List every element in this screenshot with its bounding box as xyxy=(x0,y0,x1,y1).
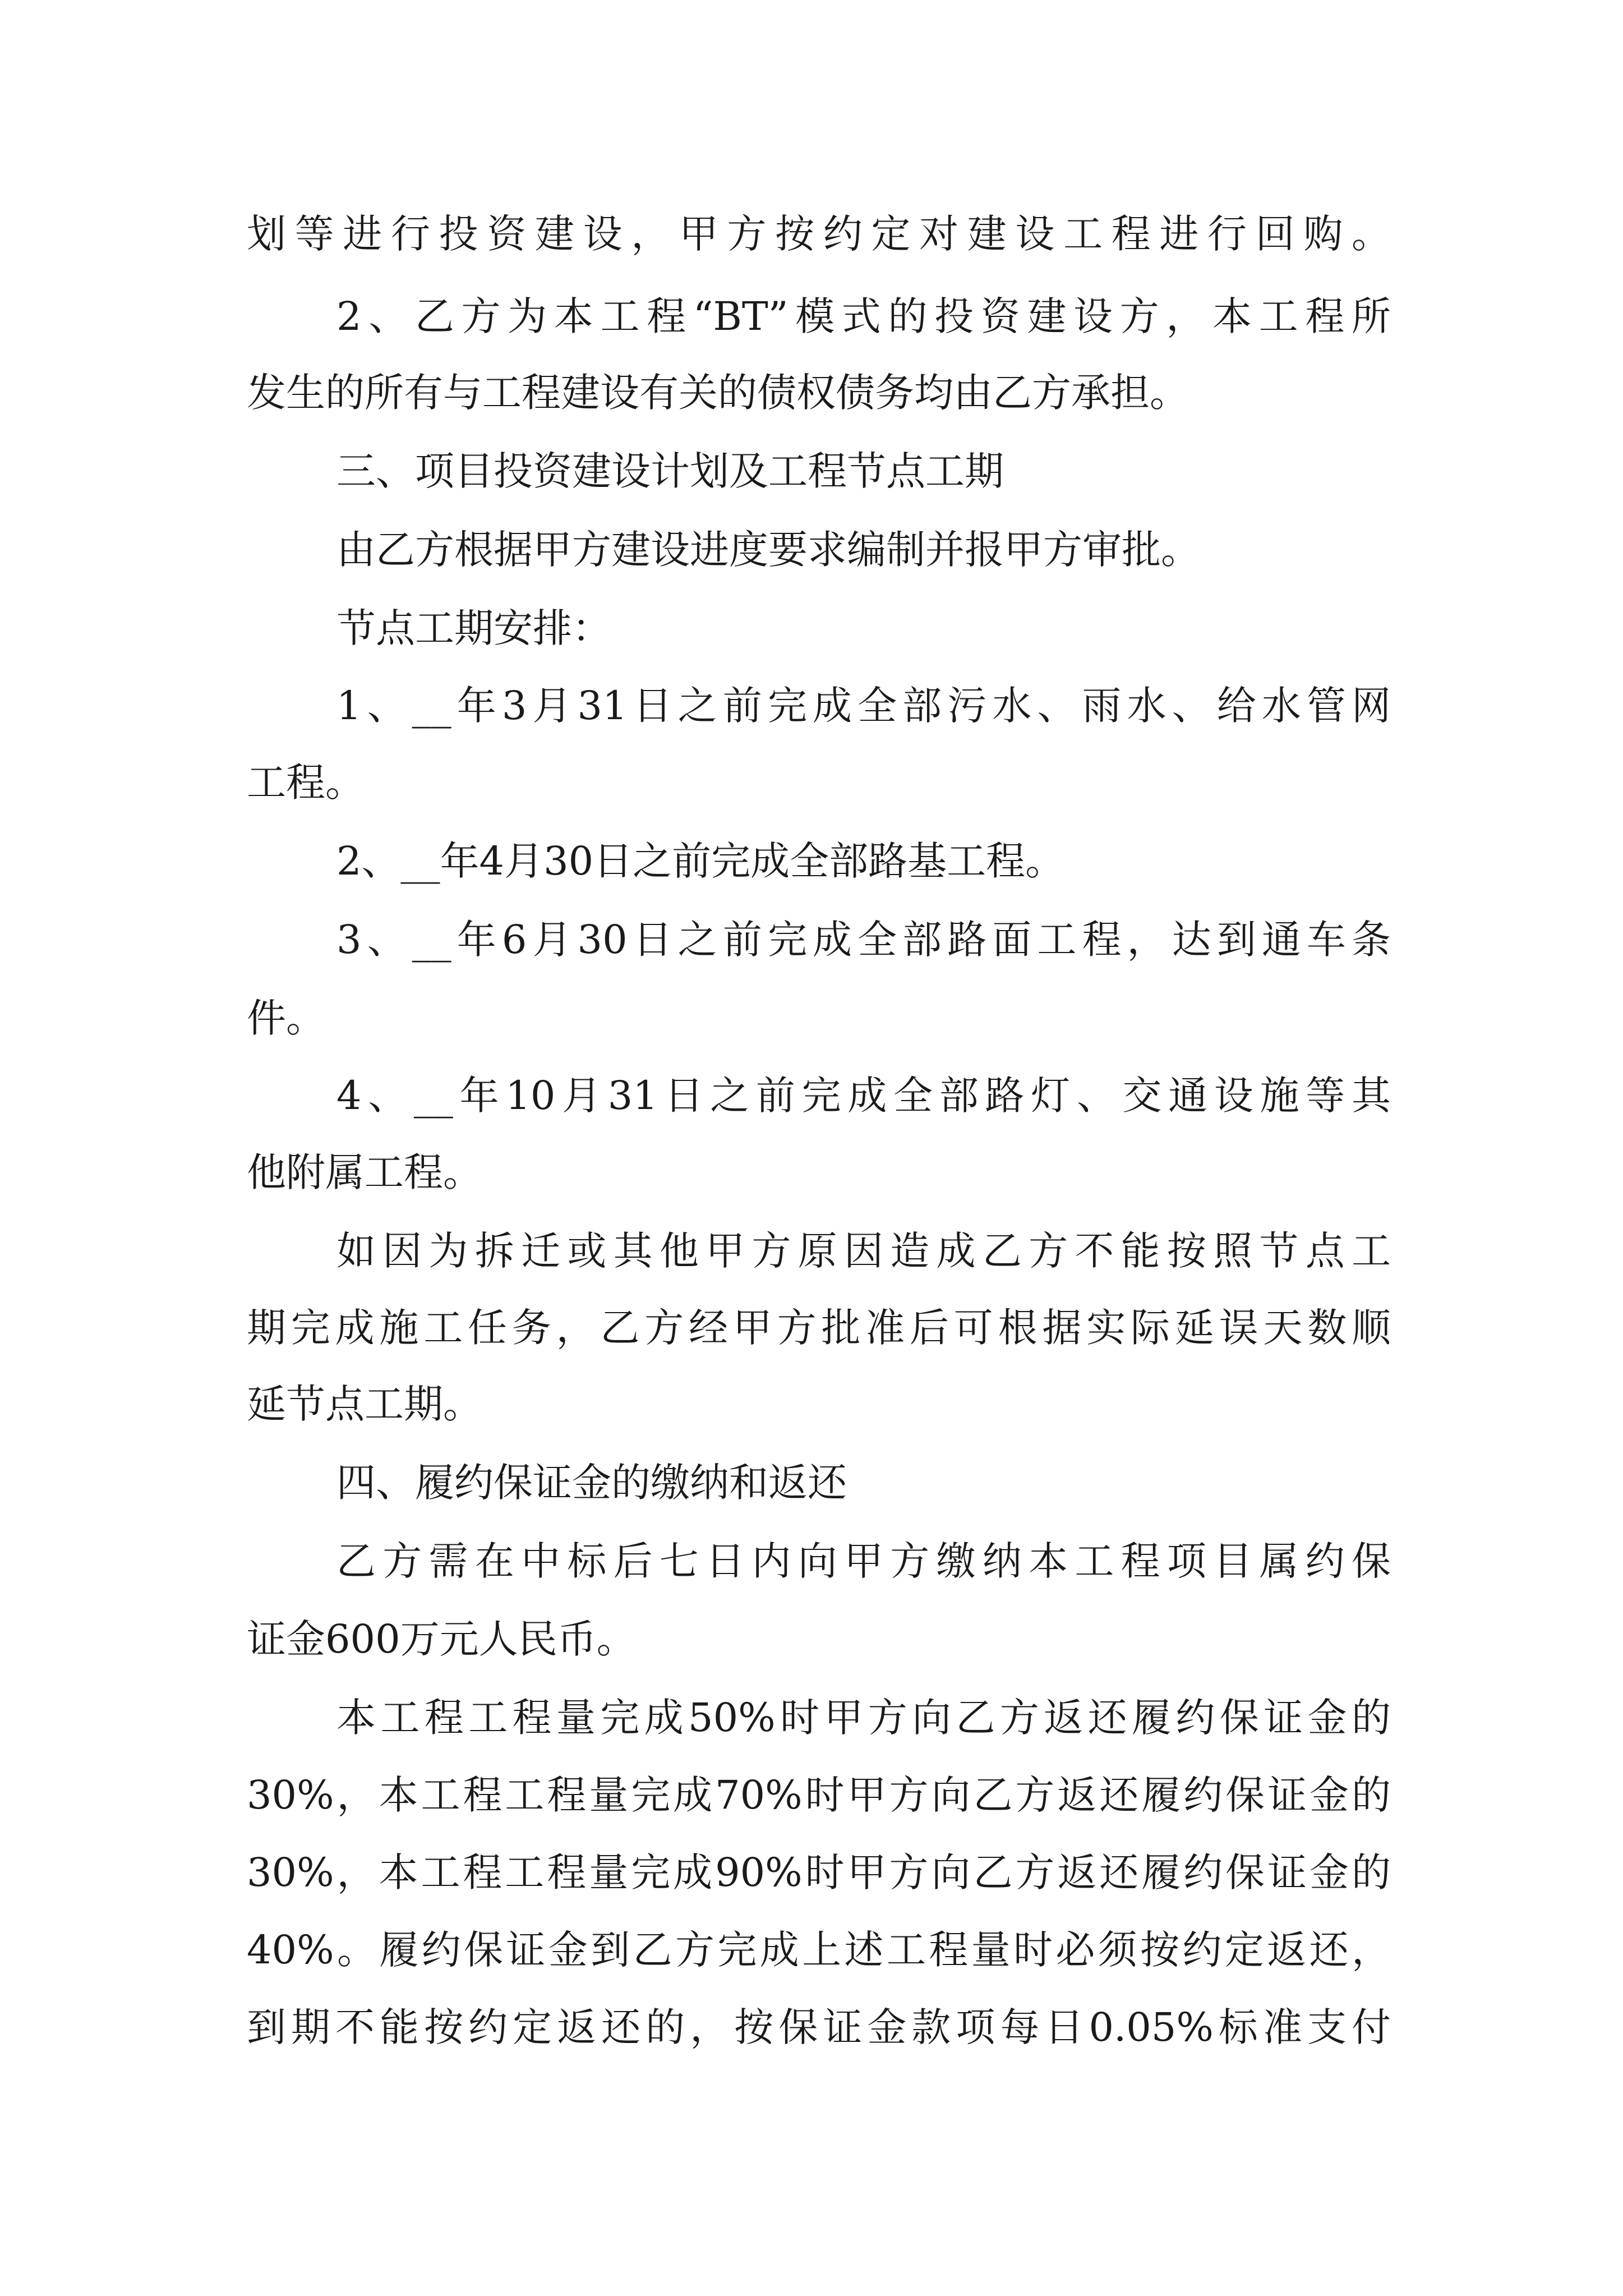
text-line: 划等进行投资建设，甲方按约定对建设工程进行回购。 xyxy=(247,211,1391,257)
text-line: 如因为拆迁或其他甲方原因造成乙方不能按照节点工 xyxy=(336,1228,1391,1274)
text-line: 30%，本工程工程量完成70%时甲方向乙方返还履约保证金的 xyxy=(247,1772,1391,1818)
text-line: 30%，本工程工程量完成90%时甲方向乙方返还履约保证金的 xyxy=(247,1849,1391,1895)
text-line: 证金600万元人民币。 xyxy=(247,1616,636,1662)
text-line: 本工程工程量完成50%时甲方向乙方返还履约保证金的 xyxy=(336,1695,1391,1741)
text-line: 由乙方根据甲方建设进度要求编制并报甲方审批。 xyxy=(336,527,1200,573)
text-line: 乙方需在中标后七日内向甲方缴纳本工程项目属约保 xyxy=(336,1538,1391,1584)
text-line: 延节点工期。 xyxy=(247,1381,482,1427)
text-line: 40%。履约保证金到乙方完成上述工程量时必须按约定返还， xyxy=(247,1927,1391,1973)
section-heading: 四、履约保证金的缴纳和返还 xyxy=(336,1460,847,1506)
text-line: 节点工期安排： xyxy=(336,605,611,651)
section-heading: 三、项目投资建设计划及工程节点工期 xyxy=(336,448,1004,494)
text-line: 2、__年4月30日之前完成全部路基工程。 xyxy=(336,838,1065,884)
text-line: 到期不能按约定返还的，按保证金款项每日0.05%标准支付 xyxy=(247,2004,1391,2050)
text-line: 他附属工程。 xyxy=(247,1149,482,1195)
text-line: 件。 xyxy=(247,995,325,1041)
text-line: 2、乙方为本工程“BT”模式的投资建设方，本工程所 xyxy=(336,293,1391,339)
text-line: 3、__年6月30日之前完成全部路面工程，达到通车条 xyxy=(336,917,1391,963)
text-line: 期完成施工任务，乙方经甲方批准后可根据实际延误天数顺 xyxy=(247,1305,1391,1351)
text-line: 4、__年10月31日之前完成全部路灯、交通设施等其 xyxy=(336,1073,1391,1119)
text-line: 工程。 xyxy=(247,760,365,806)
text-line: 发生的所有与工程建设有关的债权债务均由乙方承担。 xyxy=(247,370,1189,416)
text-line: 1、__年3月31日之前完成全部污水、雨水、给水管网 xyxy=(336,683,1391,729)
